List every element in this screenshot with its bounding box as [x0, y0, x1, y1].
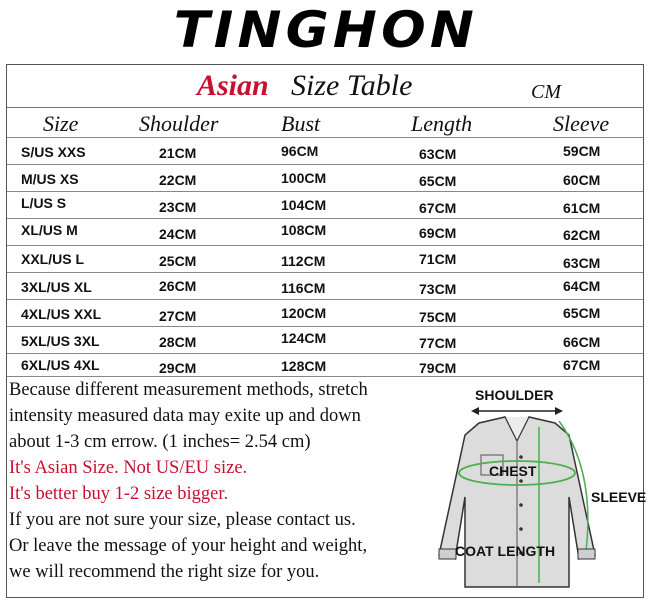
brand-logo: TINGHON [173, 1, 479, 59]
cell-shoulder: 25CM [159, 253, 197, 269]
cell-sleeve: 65CM [563, 305, 601, 321]
note-measurement-1: Because different measurement methods, stretch [9, 380, 368, 400]
table-title [7, 65, 643, 108]
size-notes [9, 377, 419, 585]
table-row [7, 138, 643, 165]
cell-sleeve: 62CM [563, 227, 601, 243]
cell-sleeve: 66CM [563, 334, 601, 350]
table-row [7, 327, 643, 354]
header-size: Size [43, 111, 79, 136]
cell-sleeve: 63CM [563, 255, 601, 271]
brand-header [0, 0, 652, 62]
cell-size: 3XL/US XL [21, 279, 92, 295]
cell-shoulder: 22CM [159, 172, 197, 188]
cell-size: XXL/US L [21, 251, 85, 267]
cell-sleeve: 61CM [563, 200, 601, 216]
size-chart-frame [6, 64, 647, 598]
measurement-diagram [419, 377, 647, 599]
note-contact-3: we will recommend the right size for you. [9, 562, 320, 582]
cell-length: 77CM [419, 335, 457, 351]
cell-size: XL/US M [21, 222, 78, 238]
table-row [7, 300, 643, 327]
header-bust: Bust [281, 111, 321, 136]
cell-size: S/US XXS [21, 144, 86, 160]
cell-bust: 96CM [281, 143, 319, 159]
title-text: Size Table [291, 69, 413, 102]
cell-shoulder: 26CM [159, 278, 197, 294]
cell-size: L/US S [21, 195, 67, 211]
cell-size: M/US XS [21, 171, 79, 187]
cell-length: 65CM [419, 173, 457, 189]
cell-bust: 112CM [281, 253, 326, 269]
cell-length: 75CM [419, 309, 457, 325]
cell-bust: 128CM [281, 358, 327, 374]
cell-sleeve: 60CM [563, 172, 601, 188]
cell-size: 5XL/US 3XL [21, 333, 100, 349]
title-unit: CM [531, 81, 561, 103]
cell-length: 67CM [419, 200, 457, 216]
cell-bust: 116CM [281, 280, 326, 296]
title-highlight: Asian [197, 69, 269, 102]
note-measurement-2: intensity measured data may exite up and down [9, 406, 361, 426]
shirt-icon [419, 377, 643, 599]
label-coat-length: COAT LENGTH [455, 543, 556, 559]
cell-length: 63CM [419, 146, 457, 162]
cell-size: 6XL/US 4XL [21, 357, 100, 373]
cell-bust: 120CM [281, 305, 327, 321]
table-row [7, 219, 643, 246]
note-measurement-3: about 1-3 cm errow. (1 inches= 2.54 cm) [9, 432, 311, 452]
label-shoulder: SHOULDER [475, 387, 554, 403]
table-row [7, 354, 643, 377]
header-sleeve: Sleeve [553, 111, 610, 136]
label-chest: CHEST [489, 463, 537, 479]
cell-shoulder: 27CM [159, 308, 197, 324]
cell-bust: 104CM [281, 197, 327, 213]
cell-bust: 100CM [281, 170, 327, 186]
table-row [7, 246, 643, 273]
cell-shoulder: 24CM [159, 226, 197, 242]
cell-bust: 108CM [281, 222, 327, 238]
cell-length: 73CM [419, 281, 457, 297]
table-row [7, 192, 643, 219]
cell-shoulder: 23CM [159, 199, 197, 215]
table-row [7, 273, 643, 300]
note-asian-size: It's Asian Size. Not US/EU size. [9, 458, 248, 478]
label-sleeve: SLEEVE [591, 489, 647, 505]
cell-sleeve: 67CM [563, 357, 601, 373]
header-shoulder: Shoulder [139, 111, 219, 136]
cell-sleeve: 64CM [563, 278, 601, 294]
table-header-row [7, 108, 643, 138]
header-length: Length [411, 111, 473, 136]
cell-shoulder: 21CM [159, 145, 197, 161]
cell-length: 79CM [419, 360, 457, 376]
note-contact-2: Or leave the message of your height and weight, [9, 536, 368, 556]
cell-bust: 124CM [281, 330, 327, 346]
cell-length: 69CM [419, 225, 457, 241]
cell-shoulder: 29CM [159, 360, 197, 376]
note-contact-1: If you are not sure your size, please contact us. [9, 510, 356, 530]
cell-length: 71CM [419, 251, 457, 267]
note-buy-bigger: It's better buy 1-2 size bigger. [9, 484, 229, 504]
table-row [7, 165, 643, 192]
cell-size: 4XL/US XXL [21, 306, 102, 322]
cell-shoulder: 28CM [159, 334, 197, 350]
cell-sleeve: 59CM [563, 143, 601, 159]
